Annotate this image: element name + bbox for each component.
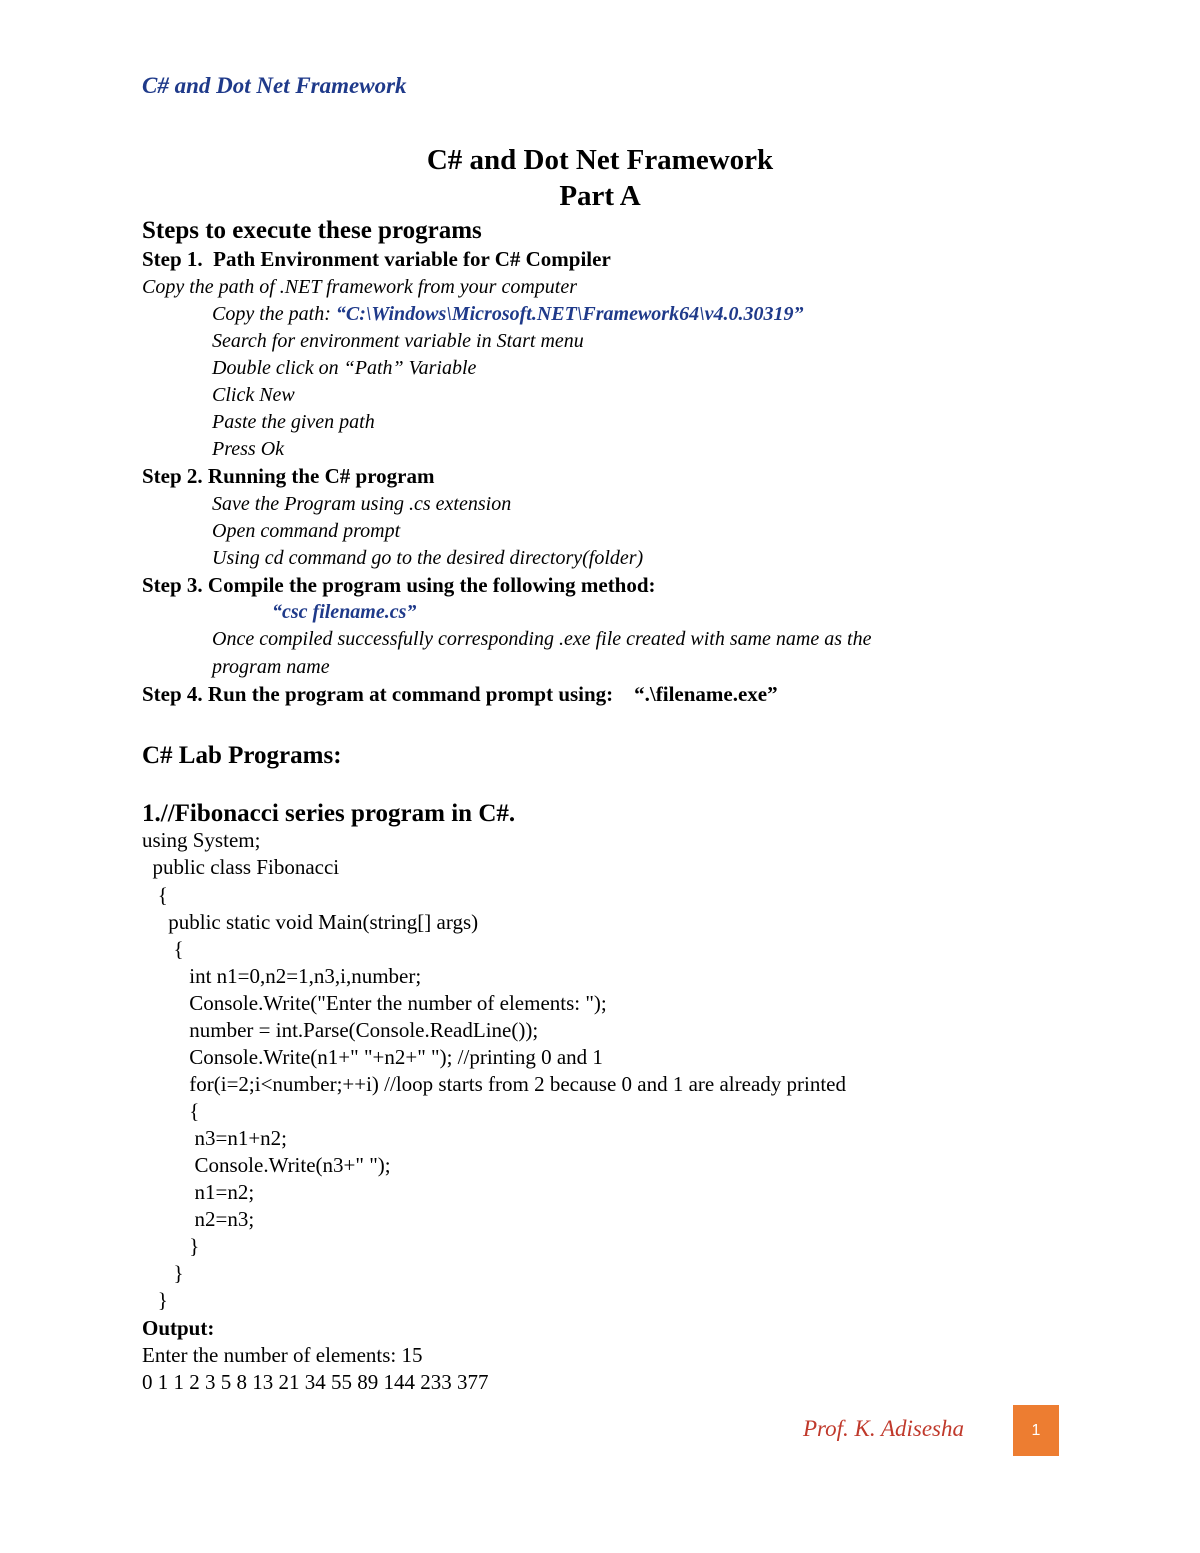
code-line: public static void Main(string[] args) [142,910,479,934]
program1-heading: 1.//Fibonacci series program in C#. [142,800,516,827]
page-title: C# and Dot Net Framework [426,144,774,176]
code-line: number = int.Parse(Console.ReadLine()); [142,1018,539,1042]
step1-copy-path [212,304,804,324]
step2-item: Save the Program using .cs extension [212,493,512,515]
code-line: { [142,937,184,961]
code-line: n1=n2; [142,1180,255,1204]
steps-heading: Steps to execute these programs [142,217,482,244]
step1-heading: Step 1. Path Environment variable for C# Compiler [142,247,611,271]
copy-path-prefix: Copy the path: [212,303,336,325]
step2-item: Open command prompt [212,520,401,542]
step2-heading: Step 2. Running the C# program [142,464,435,488]
code-line: } [142,1288,168,1312]
step4-heading: Step 4. Run the program at command prompt using: “.\filename.exe” [142,682,778,706]
step1-item: Double click on “Path” Variable [212,357,477,379]
output-label: Output: [142,1316,215,1340]
step1-item: Search for environment variable in Start menu [212,330,584,352]
code-line: using System; [142,828,261,852]
step1-intro: Copy the path of .NET framework from your computer [142,276,577,298]
compile-command: “csc filename.cs” [272,601,417,623]
code-line: n2=n3; [142,1207,255,1231]
output-line: Enter the number of elements: 15 [142,1343,423,1367]
lab-programs-heading: C# Lab Programs: [142,742,342,769]
output-line: 0 1 1 2 3 5 8 13 21 34 55 89 144 233 377 [142,1370,489,1394]
step3-note-line1: Once compiled successfully corresponding .exe file created with same name as the [212,628,872,650]
code-line: for(i=2;i<number;++i) //loop starts from 2 because 0 and 1 are already printed [142,1072,847,1096]
code-line: n3=n1+n2; [142,1126,288,1150]
step1-item: Press Ok [212,438,285,460]
step3-heading: Step 3. Compile the program using the following method: [142,573,656,597]
code-line: } [142,1234,200,1258]
code-line: public class Fibonacci [142,855,340,879]
footer-author: Prof. K. Adisesha [803,1416,965,1441]
framework-path: “C:\Windows\Microsoft.NET\Framework64\v4.0.30319” [335,303,804,325]
running-header: C# and Dot Net Framework [142,73,407,98]
code-line: Console.Write("Enter the number of elements: "); [142,991,607,1015]
page-subtitle: Part A [559,180,641,212]
code-line: } [142,1261,184,1285]
step3-note-line2: program name [212,656,330,678]
page-number-badge: 1 [1013,1405,1059,1456]
code-line: int n1=0,n2=1,n3,i,number; [142,964,422,988]
code-line: Console.Write(n3+" "); [142,1153,391,1177]
code-line: { [142,1099,200,1123]
step1-item: Click New [212,384,295,406]
step2-item: Using cd command go to the desired directory(folder) [212,547,644,569]
step1-item: Paste the given path [212,411,375,433]
code-line: { [142,883,168,907]
code-line: Console.Write(n1+" "+n2+" "); //printing 0 and 1 [142,1045,603,1069]
